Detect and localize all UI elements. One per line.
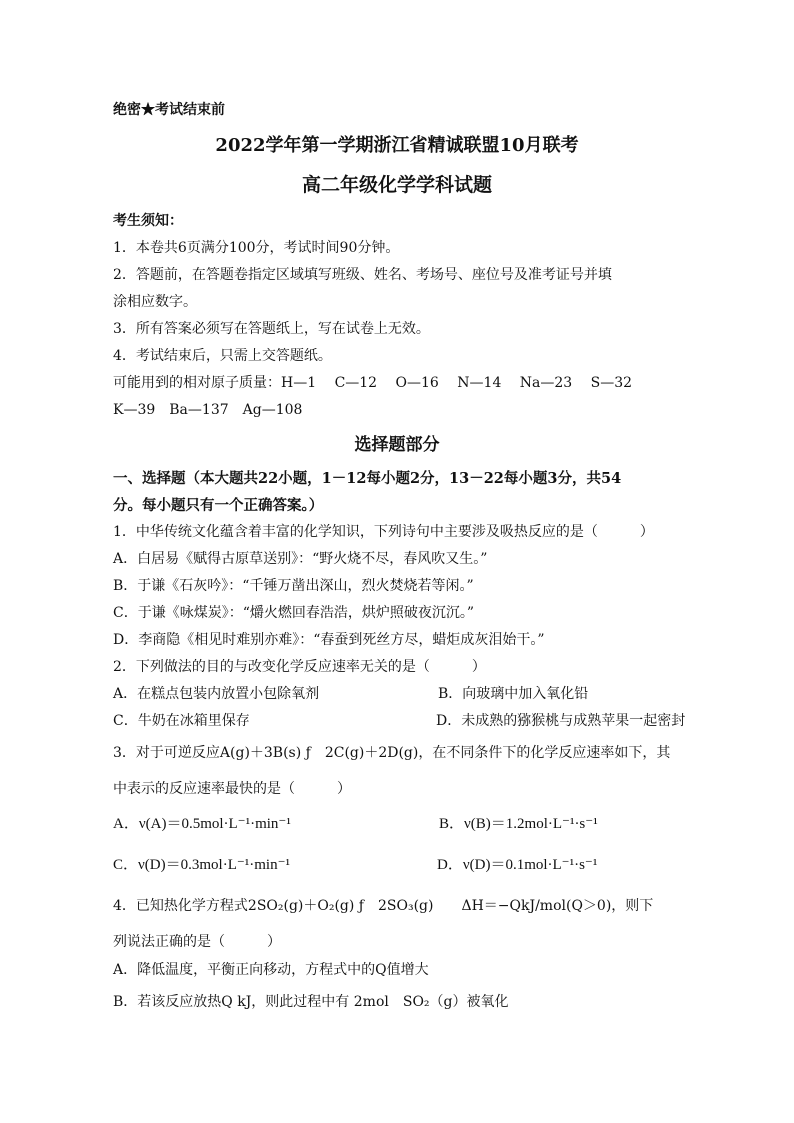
q4-stem-b: 列说法正确的是（ ）: [113, 934, 281, 950]
notice-item-1: 1．本卷共6页满分100分，考试时间90分钟。: [113, 240, 400, 256]
confidential-label: 绝密★考试结束前: [113, 102, 225, 118]
q2-option-a: A．在糕点包装内放置小包除氧剂: [113, 686, 320, 702]
q1-option-c: C．于谦《咏煤炭》：“爝火燃回春浩浩，烘炉照破夜沉沉。”: [113, 605, 475, 621]
q3-option-a: A．ν(A)＝0.5mol·L⁻¹·min⁻¹: [113, 816, 291, 832]
notice-item-4: 4．考试结束后，只需上交答题纸。: [113, 348, 332, 364]
q3-option-d: D．ν(D)＝0.1mol·L⁻¹·s⁻¹: [437, 857, 598, 873]
notice-item-2b: 涂相应数字。: [113, 294, 197, 310]
notice-item-3: 3．所有答案必须写在答题纸上，写在试卷上无效。: [113, 321, 430, 337]
q2-option-d: D．未成熟的猕猴桃与成熟苹果一起密封: [436, 713, 686, 729]
q4-stem-a: 4．已知热化学方程式2SO₂(g)＋O₂(g) ƒ 2SO₃(g) ΔH＝−QkJ/mol(Q＞0)，则下: [113, 898, 654, 914]
section-title: 选择题部分: [354, 435, 440, 455]
atomic-mass-line-1: 可能用到的相对原子质量：H—1 C—12 O—16 N—14 Na—23 S—32: [113, 375, 633, 391]
part-heading-a: 一、选择题（本大题共22小题，1－12每小题2分，13－22每小题3分，共54: [113, 470, 622, 487]
exam-subtitle: 高二年级化学学科试题: [301, 174, 492, 196]
notice-heading: 考生须知：: [113, 213, 183, 229]
q1-option-d: D．李商隐《相见时难别亦难》：“春蚕到死丝方尽，蜡炬成灰泪始干。”: [113, 632, 545, 648]
atomic-mass-line-2: K—39 Ba—137 Ag—108: [113, 402, 303, 418]
q1-stem: 1．中华传统文化蕴含着丰富的化学知识，下列诗句中主要涉及吸热反应的是（ ）: [113, 524, 654, 540]
q1-option-a: A．白居易《赋得古原草送别》：“野火烧不尽，春风吹又生。”: [113, 551, 488, 567]
q3-stem-a: 3．对于可逆反应A(g)＋3B(s) ƒ 2C(g)＋2D(g)，在不同条件下的化学反应速率如下，其: [113, 745, 671, 761]
notice-item-2a: 2．答题前，在答题卷指定区域填写班级、姓名、考场号、座位号及准考证号并填: [113, 267, 612, 283]
q3-option-b: B．ν(B)＝1.2mol·L⁻¹·s⁻¹: [439, 816, 598, 832]
q2-option-c: C．牛奶在冰箱里保存: [113, 713, 250, 729]
q2-option-b: B．向玻璃中加入氧化铅: [438, 686, 589, 702]
q3-stem-b: 中表示的反应速率最快的是（ ）: [113, 781, 351, 797]
part-heading-b: 分。每小题只有一个正确答案。）: [113, 497, 324, 514]
q3-option-c: C．ν(D)＝0.3mol·L⁻¹·min⁻¹: [113, 857, 291, 873]
q1-option-b: B．于谦《石灰吟》：“千锤万凿出深山，烈火焚烧若等闲。”: [113, 578, 474, 594]
q2-stem: 2．下列做法的目的与改变化学反应速率无关的是（ ）: [113, 659, 486, 675]
exam-title: 2022学年第一学期浙江省精诚联盟10月联考: [215, 135, 579, 156]
q4-option-b: B．若该反应放热Q kJ，则此过程中有 2mol SO₂（g）被氧化: [113, 994, 509, 1010]
q4-option-a: A．降低温度，平衡正向移动，方程式中的Q值增大: [113, 962, 429, 978]
